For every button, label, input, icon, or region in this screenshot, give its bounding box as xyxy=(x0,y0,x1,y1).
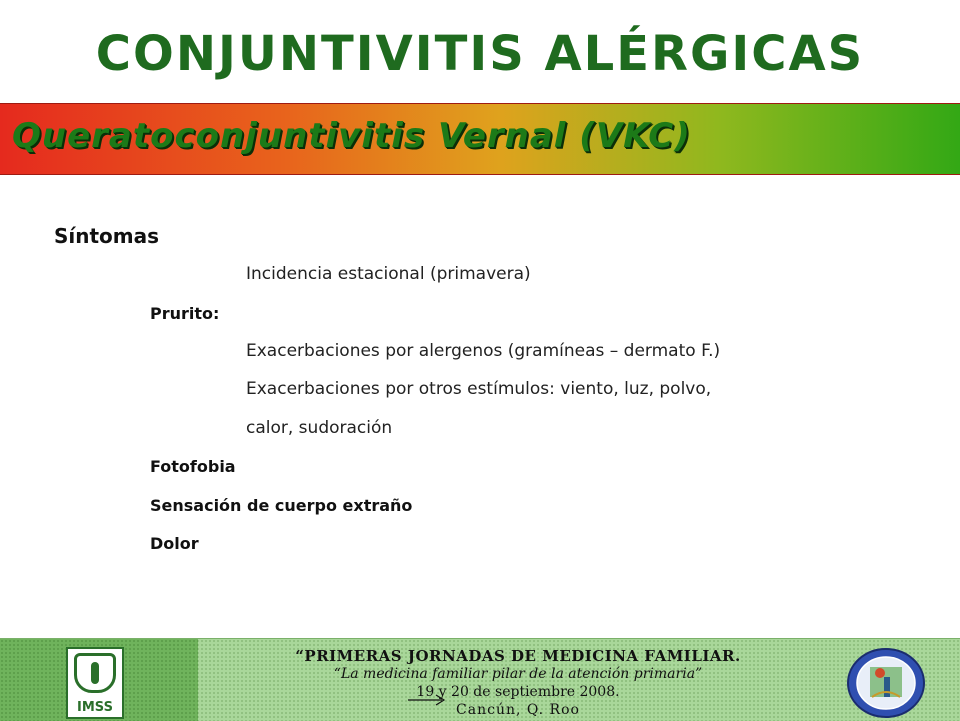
symptom-line-foreign-body: Sensación de cuerpo extraño xyxy=(150,496,413,515)
arrow-icon xyxy=(408,693,448,707)
footer-event-title: “PRIMERAS JORNADAS DE MEDICINA FAMILIAR. xyxy=(295,647,741,665)
slide-title: CONJUNTIVITIS ALÉRGICAS xyxy=(95,26,865,82)
symptom-line-pain: Dolor xyxy=(150,534,199,553)
symptom-line-seasonal: Incidencia estacional (primavera) xyxy=(246,264,531,284)
footer-location: Cancún, Q. Roo xyxy=(456,702,580,718)
symptom-line-stimuli: Exacerbaciones por otros estímulos: viento, luz, polvo, xyxy=(246,379,712,399)
medical-society-seal-icon xyxy=(846,647,926,719)
footer-band xyxy=(0,638,960,721)
imss-emblem-icon xyxy=(74,653,116,693)
footer-logo-panel xyxy=(0,639,198,721)
imss-logo-text: IMSS xyxy=(77,700,113,715)
imss-logo xyxy=(66,647,124,719)
symptom-line-allergens: Exacerbaciones por alergenos (gramíneas – dermato F.) xyxy=(246,341,721,361)
symptom-line-heat: calor, sudoración xyxy=(246,418,393,438)
symptoms-heading: Síntomas xyxy=(54,224,160,248)
subtitle-banner xyxy=(0,103,960,175)
symptom-line-photophobia: Fotofobia xyxy=(150,457,236,476)
footer-dates: 19 y 20 de septiembre 2008. xyxy=(416,684,620,700)
subtitle-text: Queratoconjuntivitis Vernal (VKC) xyxy=(12,116,691,156)
footer-slogan: “La medicina familiar pilar de la atención primaria” xyxy=(333,666,703,682)
symptom-line-pruritus: Prurito: xyxy=(150,304,220,323)
